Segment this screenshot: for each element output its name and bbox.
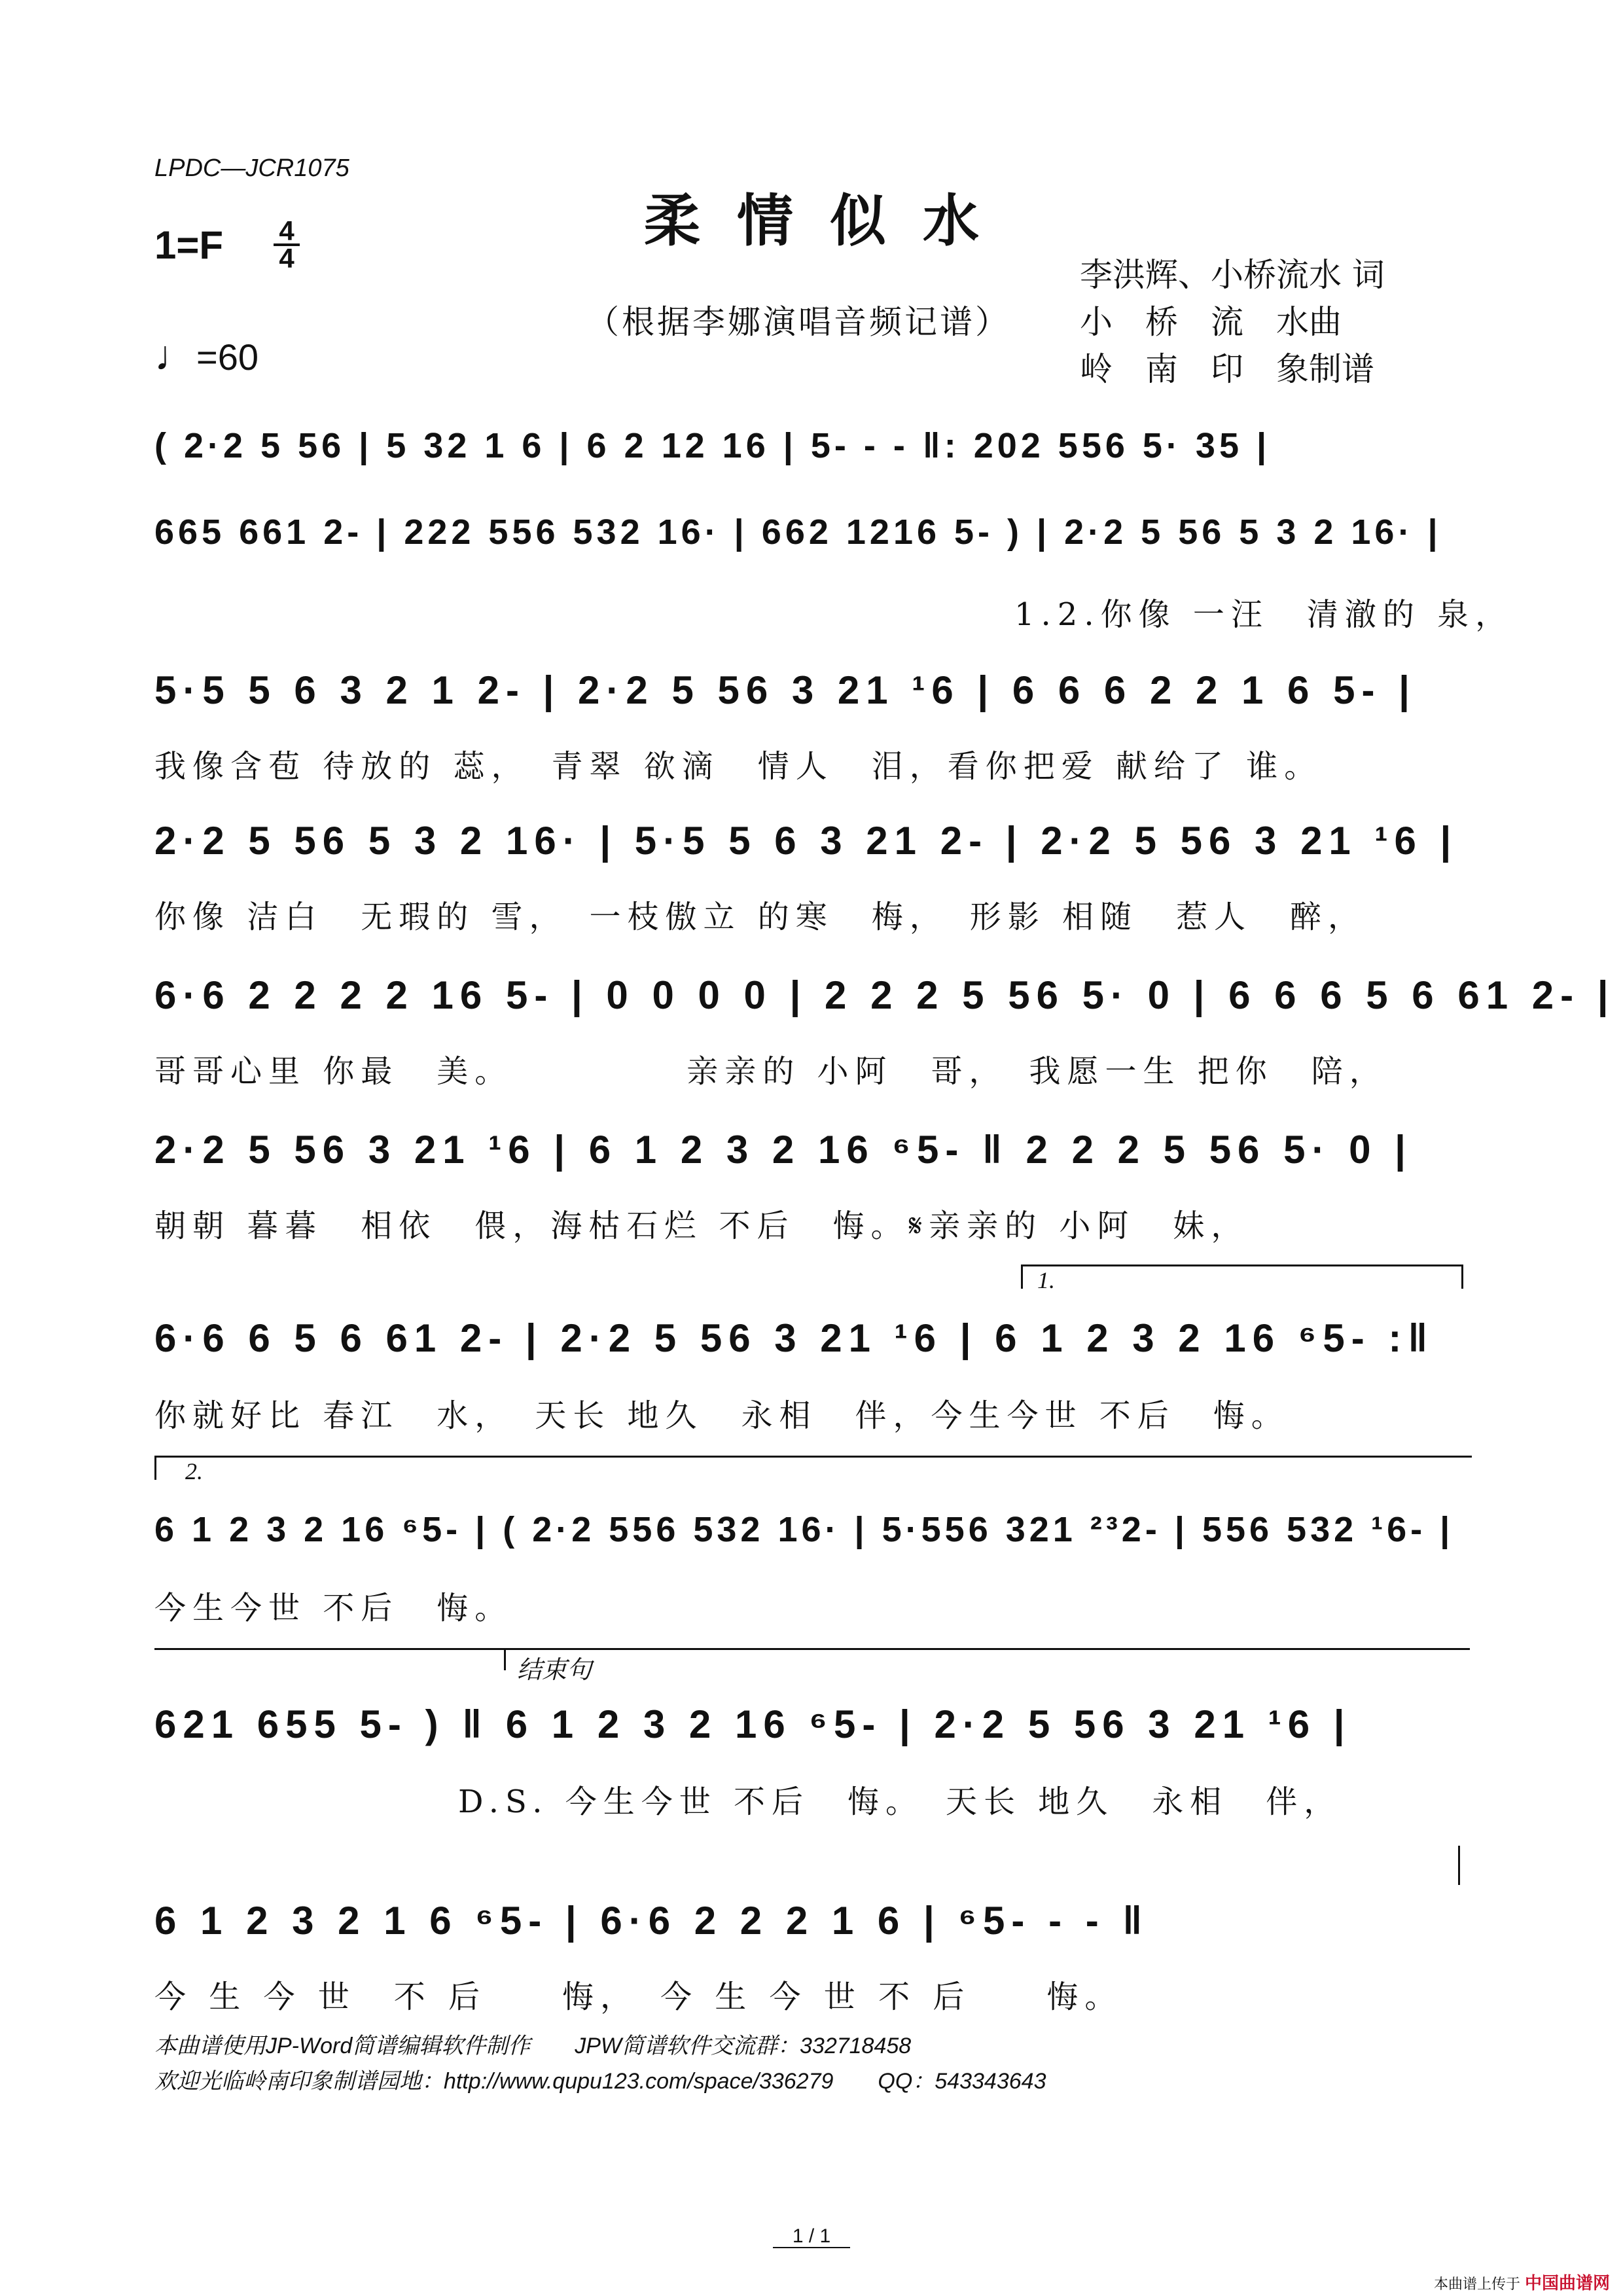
- lyricist-credit: 李洪辉、小桥流水 词: [1080, 256, 1385, 294]
- subtitle: （根据李娜演唱音频记谱）: [586, 303, 1010, 341]
- section-rule: [154, 1648, 1470, 1650]
- lyric-line-7: 你就好比 春江 水， 天长 地久 永相 伴，今生今世 不后 悔。: [154, 1397, 1289, 1434]
- time-signature-top: 4: [279, 215, 294, 246]
- tempo-marking: [154, 331, 259, 380]
- lyric-line-9: D.S. 今生今世 不后 悔。 天长 地久 永相 伴，: [458, 1784, 1342, 1820]
- transcriber-credit: 岭 南 印 象制谱: [1080, 350, 1374, 388]
- final-bracket: [1458, 1846, 1460, 1885]
- notation-system-9: 621 655 5- ) ‖ 6 1 2 3 2 16 ⁶5- | 2·2 5 56 3 21 ¹6 |: [154, 1702, 1351, 1746]
- time-signature: [274, 215, 300, 274]
- page-number-text: 1 / 1: [773, 2225, 850, 2248]
- first-ending-label: 1.: [1037, 1267, 1055, 1293]
- upload-badge: [1434, 2270, 1610, 2294]
- upload-text: 本曲谱上传于: [1433, 2276, 1520, 2293]
- lyric-line-3: 我像含苞 待放的 蕊， 青翠 欲滴 情人 泪，看你把爱 献给了 谁。: [154, 748, 1323, 785]
- time-signature-bottom: 4: [274, 243, 300, 271]
- notation-system-10: 6 1 2 3 2 1 6 ⁶5- | 6·6 2 2 2 1 6 | ⁶5- - - ‖: [154, 1899, 1149, 1943]
- notation-system-3: 5·5 5 6 3 2 1 2- | 2·2 5 56 3 21 ¹6 | 6 6 6 2 2 1 6 5- |: [154, 668, 1416, 712]
- second-ending-bracket: [154, 1456, 1472, 1484]
- lyric-line-8: 今生今世 不后 悔。: [154, 1590, 513, 1626]
- page-title: 柔情似水: [644, 188, 1016, 254]
- notation-system-1: ( 2·2 5 56 | 5 32 1 6 | 6 2 12 16 | 5- - - ‖: 202 556 5· 35 |: [154, 426, 1271, 465]
- second-ending-label: 2.: [185, 1458, 203, 1484]
- lyric-line-10: 今 生 今 世 不 后 悔， 今 生 今 世 不 后 悔。: [154, 1979, 1123, 2015]
- composer-credit: 小 桥 流 水曲: [1080, 303, 1342, 341]
- notation-system-7: 6·6 6 5 6 61 2- | 2·2 5 56 3 21 ¹6 | 6 1 2 3 2 16 ⁶5- :‖: [154, 1316, 1435, 1360]
- notation-system-4: 2·2 5 56 5 3 2 16· | 5·5 5 6 3 21 2- | 2·2 5 56 3 21 ¹6 |: [154, 819, 1458, 863]
- notation-system-5: 6·6 2 2 2 2 16 5- | 0 0 0 0 | 2 2 2 5 56 5· 0 | 6 6 6 5 6 61 2- |: [154, 973, 1615, 1017]
- footer-line-1: 本曲谱使用JP-Word简谱编辑软件制作 JPW简谱软件交流群：332718458: [154, 2034, 912, 2058]
- footer-line-2: 欢迎光临岭南印象制谱园地：http://www.qupu123.com/space/336279 QQ：543343643: [154, 2069, 1046, 2094]
- lyric-line-2: 1.2.你像 一汪 清澈的 泉，: [1014, 596, 1514, 633]
- lyric-line-5: 哥哥心里 你最 美。 亲亲的 小阿 哥， 我愿一生 把你 陪，: [154, 1053, 1387, 1090]
- site-logo: 中国曲谱网: [1524, 2274, 1610, 2293]
- notation-system-8: 6 1 2 3 2 16 ⁶5- | ( 2·2 556 532 16· | 5·556 321 ²³2- | 556 532 ¹6- |: [154, 1510, 1454, 1549]
- key-signature: 1=F: [154, 223, 224, 267]
- quarter-note-icon: ♩: [154, 332, 196, 379]
- tempo-value: =60: [196, 336, 259, 378]
- score-code: LPDC—JCR1075: [154, 154, 349, 182]
- first-ending-bracket: [1021, 1265, 1463, 1293]
- notation-system-6: 2·2 5 56 3 21 ¹6 | 6 1 2 3 2 16 ⁶5- ‖ 2 2 2 5 56 5· 0 |: [154, 1128, 1412, 1172]
- lyric-line-4: 你像 洁白 无瑕的 雪， 一枝傲立 的寒 梅， 形影 相随 惹人 醉，: [154, 899, 1366, 935]
- coda-label: 结束句: [517, 1655, 592, 1684]
- coda-bracket: [504, 1648, 512, 1670]
- lyric-line-6: 朝朝 暮暮 相依 偎，海枯石烂 不后 悔。𝄋亲亲的 小阿 妹，: [154, 1208, 1249, 1244]
- notation-system-2: 665 661 2- | 222 556 532 16· | 662 1216 5- ) | 2·2 5 56 5 3 2 16· |: [154, 512, 1442, 552]
- page-number: [0, 2225, 1623, 2248]
